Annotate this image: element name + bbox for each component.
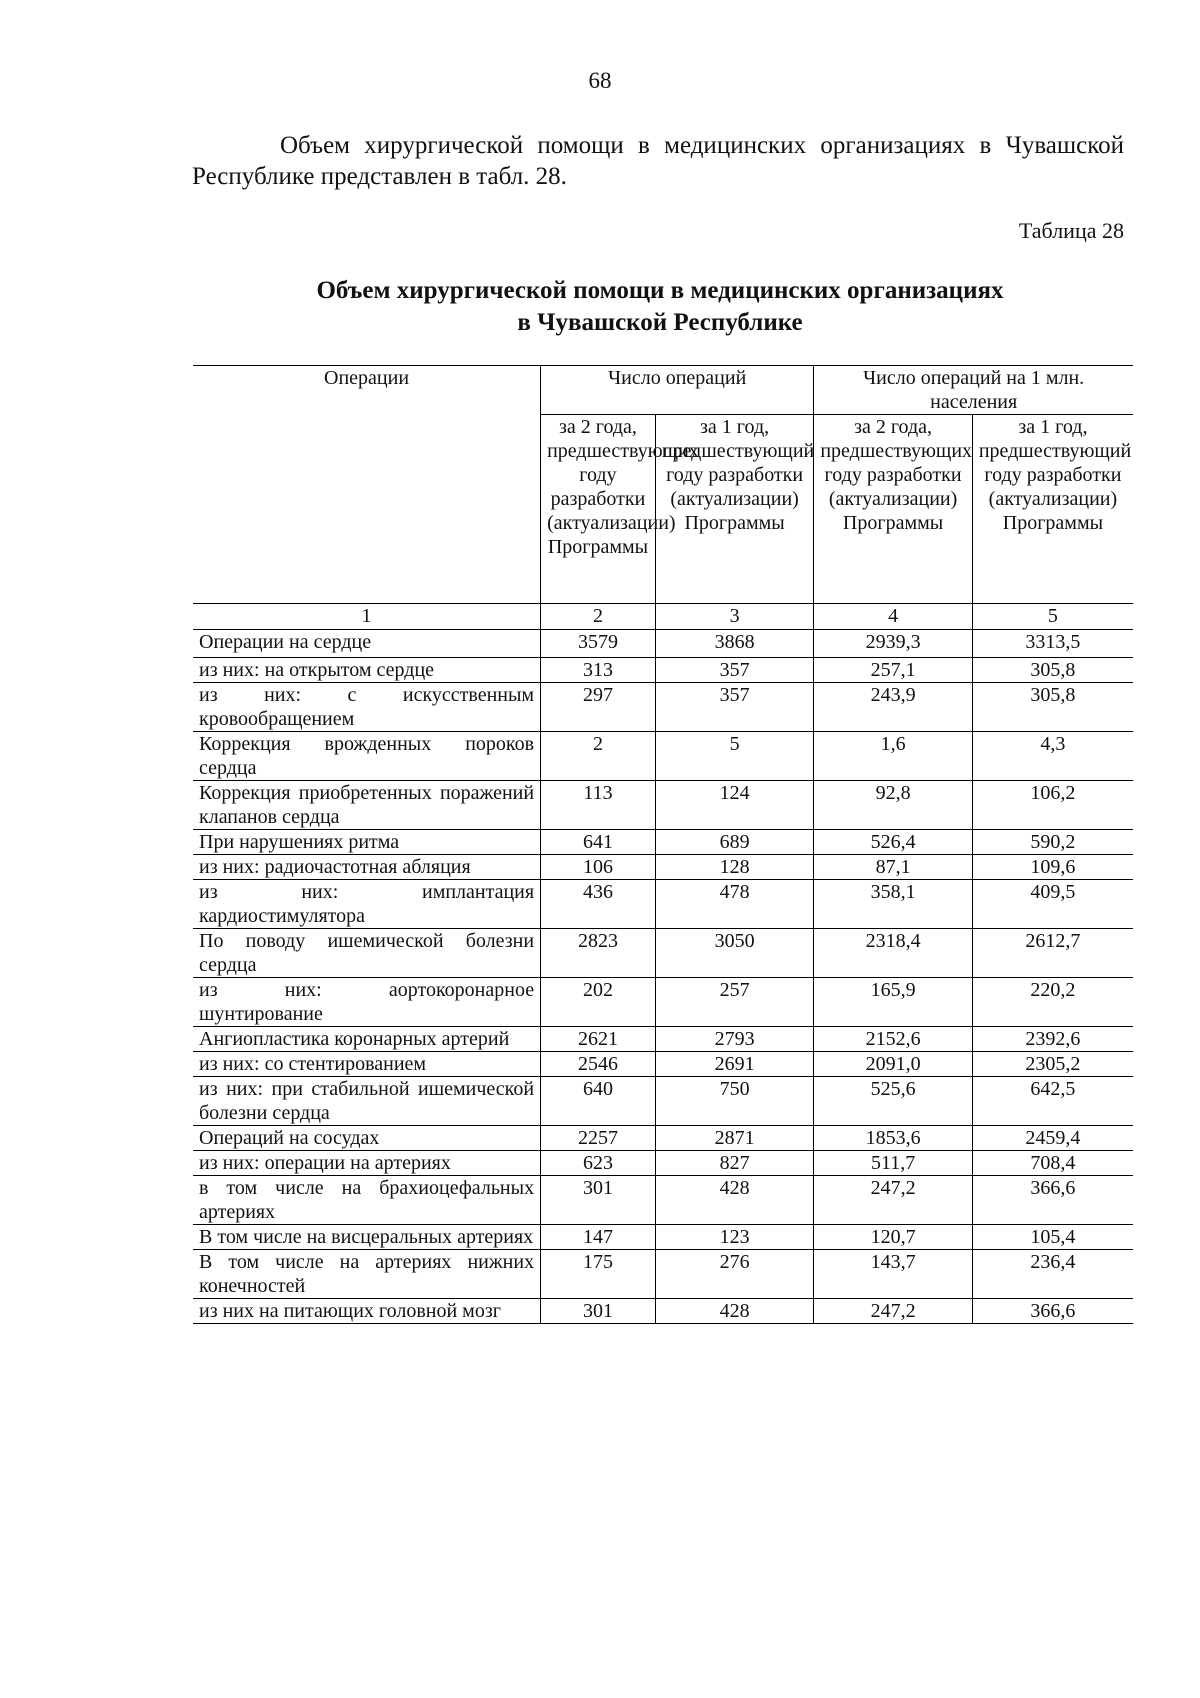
cell-per-million-1y: 366,6	[972, 1299, 1133, 1324]
row-label: из них: радиочастотная абляция	[193, 855, 541, 880]
cell-per-million-2y: 2152,6	[814, 1027, 972, 1052]
cell-count-1y: 2793	[655, 1027, 813, 1052]
cell-per-million-1y: 305,8	[972, 658, 1133, 683]
table-title-line-2: в Чувашской Республике	[517, 309, 803, 336]
cell-count-1y: 750	[655, 1077, 813, 1126]
cell-count-2y: 301	[541, 1176, 656, 1225]
row-label: Операции на сердце	[193, 630, 541, 658]
cell-per-million-2y: 247,2	[814, 1176, 972, 1225]
cell-per-million-1y: 105,4	[972, 1225, 1133, 1250]
cell-per-million-2y: 257,1	[814, 658, 972, 683]
table-row	[193, 1225, 1133, 1250]
row-label: из них: аортокоронарное шунтирование	[193, 978, 541, 1027]
header-operations: Операции	[193, 366, 541, 604]
cell-per-million-2y: 2091,0	[814, 1052, 972, 1077]
cell-per-million-2y: 511,7	[814, 1151, 972, 1176]
row-label: Ангиопластика коронарных артерий	[193, 1027, 541, 1052]
cell-per-million-2y: 120,7	[814, 1225, 972, 1250]
table-row	[193, 978, 1133, 1027]
cell-count-1y: 276	[655, 1250, 813, 1299]
table-row	[193, 855, 1133, 880]
table-header	[193, 366, 1133, 604]
cell-per-million-2y: 1,6	[814, 732, 972, 781]
row-label: Операций на сосудах	[193, 1126, 541, 1151]
header-col-5: за 1 год, предшествующий году разработки (актуализации) Программы	[972, 415, 1133, 604]
cell-count-1y: 357	[655, 658, 813, 683]
table-label: Таблица 28	[1018, 218, 1124, 243]
cell-count-1y: 5	[655, 732, 813, 781]
row-label: из них на питающих головной мозг	[193, 1299, 541, 1324]
cell-per-million-1y: 366,6	[972, 1176, 1133, 1225]
cell-per-million-2y: 92,8	[814, 781, 972, 830]
cell-per-million-2y: 2939,3	[814, 630, 972, 658]
cell-count-2y: 313	[541, 658, 656, 683]
column-number: 5	[972, 604, 1133, 630]
header-col-2: за 2 года, предшествующих году разработки (актуализации) Программы	[541, 415, 656, 604]
cell-count-2y: 297	[541, 683, 656, 732]
cell-count-2y: 2	[541, 732, 656, 781]
cell-per-million-2y: 87,1	[814, 855, 972, 880]
cell-count-1y: 357	[655, 683, 813, 732]
cell-count-2y: 2257	[541, 1126, 656, 1151]
cell-per-million-1y: 2392,6	[972, 1027, 1133, 1052]
cell-count-1y: 123	[655, 1225, 813, 1250]
table-row	[193, 1027, 1133, 1052]
cell-count-2y: 301	[541, 1299, 656, 1324]
cell-per-million-1y: 708,4	[972, 1151, 1133, 1176]
cell-per-million-1y: 236,4	[972, 1250, 1133, 1299]
cell-per-million-1y: 305,8	[972, 683, 1133, 732]
cell-per-million-2y: 165,9	[814, 978, 972, 1027]
row-label: из них: на открытом сердце	[193, 658, 541, 683]
table-row	[193, 1052, 1133, 1077]
cell-per-million-2y: 243,9	[814, 683, 972, 732]
row-label: Коррекция врожденных пороков сердца	[193, 732, 541, 781]
row-label: в том числе на брахиоцефальных артериях	[193, 1176, 541, 1225]
cell-per-million-1y: 4,3	[972, 732, 1133, 781]
cell-per-million-1y: 590,2	[972, 830, 1133, 855]
intro-paragraph: Объем хирургической помощи в медицинских организациях в Чувашской Республике представлен в табл. 28.	[192, 132, 1124, 190]
row-label: из них: со стентированием	[193, 1052, 541, 1077]
cell-per-million-2y: 143,7	[814, 1250, 972, 1299]
column-number: 1	[193, 604, 541, 630]
cell-count-2y: 202	[541, 978, 656, 1027]
table-row	[193, 880, 1133, 929]
cell-per-million-1y: 2305,2	[972, 1052, 1133, 1077]
header-col-4: за 2 года, предшествующих году разработки (актуализации) Программы	[814, 415, 972, 604]
cell-count-1y: 3868	[655, 630, 813, 658]
cell-per-million-2y: 525,6	[814, 1077, 972, 1126]
cell-count-1y: 428	[655, 1176, 813, 1225]
cell-per-million-2y: 358,1	[814, 880, 972, 929]
column-number-row	[193, 604, 1133, 630]
row-label: из них: с искусственным кровообращением	[193, 683, 541, 732]
cell-per-million-2y: 526,4	[814, 830, 972, 855]
row-label: В том числе на артериях нижних конечностей	[193, 1250, 541, 1299]
table-row	[193, 1299, 1133, 1324]
cell-count-1y: 2691	[655, 1052, 813, 1077]
table-row	[193, 1250, 1133, 1299]
cell-count-2y: 436	[541, 880, 656, 929]
table-title	[0, 275, 1200, 339]
cell-per-million-1y: 220,2	[972, 978, 1133, 1027]
cell-count-1y: 478	[655, 880, 813, 929]
table-row	[193, 929, 1133, 978]
column-number: 3	[655, 604, 813, 630]
row-label: По поводу ишемической болезни сердца	[193, 929, 541, 978]
table-row	[193, 658, 1133, 683]
cell-per-million-1y: 409,5	[972, 880, 1133, 929]
row-label: Коррекция приобретенных поражений клапанов сердца	[193, 781, 541, 830]
cell-count-1y: 428	[655, 1299, 813, 1324]
cell-count-2y: 640	[541, 1077, 656, 1126]
table-row	[193, 630, 1133, 658]
row-label: В том числе на висцеральных артериях	[193, 1225, 541, 1250]
table-row	[193, 683, 1133, 732]
cell-per-million-1y: 109,6	[972, 855, 1133, 880]
cell-count-1y: 3050	[655, 929, 813, 978]
table-row	[193, 781, 1133, 830]
column-number: 4	[814, 604, 972, 630]
cell-count-2y: 147	[541, 1225, 656, 1250]
surgery-volume-table	[193, 365, 1133, 1324]
cell-count-2y: 106	[541, 855, 656, 880]
cell-count-2y: 2546	[541, 1052, 656, 1077]
row-label: из них: операции на артериях	[193, 1151, 541, 1176]
table-body	[193, 604, 1133, 1324]
cell-per-million-1y: 2459,4	[972, 1126, 1133, 1151]
cell-count-1y: 124	[655, 781, 813, 830]
table-row	[193, 830, 1133, 855]
table-row	[193, 1151, 1133, 1176]
cell-count-2y: 623	[541, 1151, 656, 1176]
cell-count-2y: 2621	[541, 1027, 656, 1052]
cell-count-2y: 2823	[541, 929, 656, 978]
page-number: 68	[588, 68, 612, 93]
cell-per-million-1y: 3313,5	[972, 630, 1133, 658]
cell-count-1y: 2871	[655, 1126, 813, 1151]
cell-per-million-2y: 247,2	[814, 1299, 972, 1324]
cell-per-million-1y: 106,2	[972, 781, 1133, 830]
row-label: из них: при стабильной ишемической болезни сердца	[193, 1077, 541, 1126]
cell-count-1y: 257	[655, 978, 813, 1027]
cell-per-million-1y: 2612,7	[972, 929, 1133, 978]
cell-count-1y: 827	[655, 1151, 813, 1176]
header-per-million-group: Число операций на 1 млн. населения	[814, 366, 1133, 415]
table-row	[193, 1077, 1133, 1126]
table-row	[193, 1176, 1133, 1225]
cell-count-2y: 113	[541, 781, 656, 830]
table-title-line-1: Объем хирургической помощи в медицинских организациях	[316, 277, 1004, 304]
table-row	[193, 1126, 1133, 1151]
row-label: из них: имплантация кардиостимулятора	[193, 880, 541, 929]
cell-per-million-2y: 2318,4	[814, 929, 972, 978]
cell-count-2y: 175	[541, 1250, 656, 1299]
cell-per-million-2y: 1853,6	[814, 1126, 972, 1151]
cell-count-1y: 689	[655, 830, 813, 855]
cell-count-2y: 3579	[541, 630, 656, 658]
table-row	[193, 732, 1133, 781]
cell-per-million-1y: 642,5	[972, 1077, 1133, 1126]
cell-count-1y: 128	[655, 855, 813, 880]
cell-count-2y: 641	[541, 830, 656, 855]
header-col-3: за 1 год, предшествующий году разработки (актуализации) Программы	[655, 415, 813, 604]
row-label: При нарушениях ритма	[193, 830, 541, 855]
header-count-group: Число операций	[541, 366, 814, 415]
column-number: 2	[541, 604, 656, 630]
